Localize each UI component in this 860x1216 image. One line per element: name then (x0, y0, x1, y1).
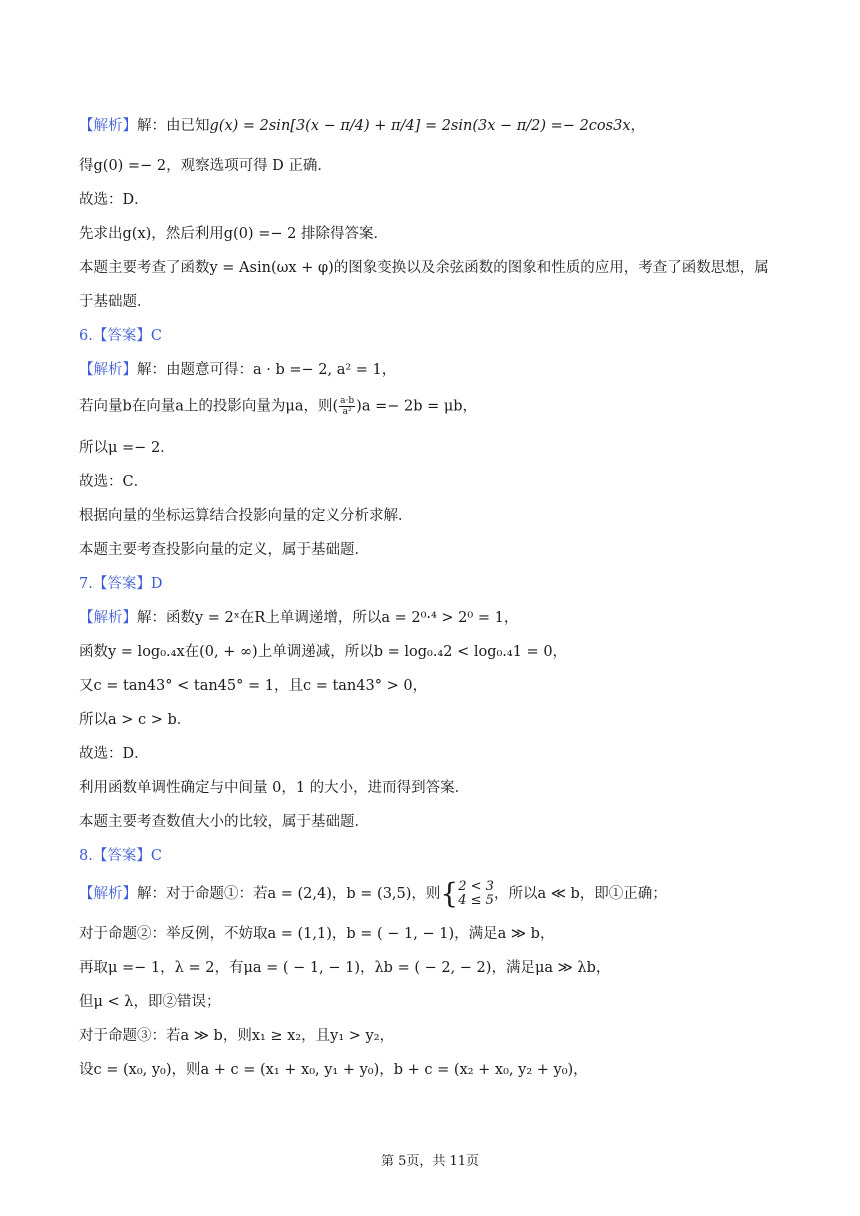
q6-line-1 (79, 360, 396, 380)
q6-line-2 (79, 396, 477, 417)
q7-line-6: 利用函数单调性确定与中间量 0，1 的大小，进而得到答案． (79, 780, 470, 796)
q7-line-1 (79, 608, 518, 628)
q5-line-1-end: ， (630, 118, 646, 134)
q7-line-4: 所以a > c > b． (79, 712, 192, 728)
q7-line-5: 故选：D． (79, 746, 149, 762)
q6-frac-denominator: a² (342, 407, 352, 417)
q5-line-1-text: 解：由已知 (137, 118, 210, 134)
analysis-tag: 【解析】 (79, 362, 137, 378)
q8-line-6: 设c = (x₀, y₀)，则a + c = (x₁ + x₀, y₁ + y₀)，b + c = (x₂ + x₀, y₂ + y₀)， (79, 1062, 588, 1078)
q6-line-2-post: )a =− 2b = μb， (356, 398, 478, 415)
analysis-tag: 【解析】 (79, 610, 137, 626)
q5-line-3: 故选：D． (79, 192, 149, 208)
q8-line-2: 对于命题②：举反例，不妨取a = (1,1)，b = ( − 1, − 1)，满足a ≫ b， (79, 926, 555, 942)
q8-answer-heading: 8.【答案】C (79, 848, 162, 864)
q6-line-1-text: 解：由题意可得：a · b =− 2, a² = 1， (137, 362, 397, 378)
q5-line-2: 得g(0) =− 2，观察选项可得 D 正确． (79, 158, 332, 174)
q8-brace-row-2: 4 ≤ 5 (458, 893, 494, 908)
q8-brace-row-1: 2 < 3 (458, 879, 494, 894)
q8-line-1 (79, 877, 667, 910)
q5-line-4: 先求出g(x)，然后利用g(0) =− 2 排除得答案． (79, 226, 388, 242)
q6-line-5: 根据向量的坐标运算结合投影向量的定义分析求解． (79, 508, 413, 524)
q7-line-1-text: 解：函数y = 2ˣ在R上单调递增，所以a = 2⁰·⁴ > 2⁰ = 1， (137, 610, 519, 626)
q7-line-2: 函数y = log₀.₄x在(0, + ∞)上单调递减，所以b = log₀.₄2 < log₀.₄1 = 0， (79, 644, 568, 660)
q8-line-1-post: ，所以a ≪ b，即①正确； (493, 886, 667, 902)
q6-line-3: 所以μ =− 2． (79, 440, 175, 456)
q5-line-6: 于基础题． (79, 294, 152, 310)
q6-fraction (339, 396, 355, 417)
q5-formula: g(x) = 2sin[3(x − π/4) + π/4] = 2sin(3x − π/2) =− 2cos3x (209, 118, 631, 134)
q7-answer-heading: 7.【答案】D (79, 576, 163, 592)
q6-line-4: 故选：C． (79, 474, 149, 490)
q5-line-5: 本题主要考查了函数y = Asin(ωx + φ)的图象变换以及余弦函数的图象和性质的应用，考查了函数思想，属 (79, 260, 769, 276)
q6-answer-heading: 6.【答案】C (79, 328, 162, 344)
q7-line-7: 本题主要考查数值大小的比较，属于基础题． (79, 814, 369, 830)
q8-inequality-system: { 2 < 3 4 ≤ 5 (440, 877, 494, 910)
q8-line-3: 再取μ =− 1，λ = 2，有μa = ( − 1, − 1)，λb = ( − 2, − 2)，满足μa ≫ λb， (79, 960, 611, 976)
analysis-tag: 【解析】 (79, 118, 137, 134)
page-footer: 第 5页，共 11页 (380, 1154, 480, 1169)
q8-line-1-pre: 解：对于命题①：若a = (2,4)，b = (3,5)，则 (137, 886, 441, 902)
q8-line-5: 对于命题③：若a ≫ b，则x₁ ≥ x₂，且y₁ > y₂， (79, 1028, 395, 1044)
q8-line-4: 但μ < λ，即②错误； (79, 994, 221, 1010)
q7-line-3: 又c = tan43° < tan45° = 1，且c = tan43° > 0， (79, 678, 428, 694)
q5-line-1 (79, 116, 645, 136)
q6-line-6: 本题主要考查投影向量的定义，属于基础题． (79, 542, 369, 558)
q6-frac-numerator: a·b (340, 396, 355, 406)
analysis-tag: 【解析】 (79, 886, 137, 902)
q6-line-2-pre: 若向量b在向量a上的投影向量为μa，则( (79, 398, 339, 415)
